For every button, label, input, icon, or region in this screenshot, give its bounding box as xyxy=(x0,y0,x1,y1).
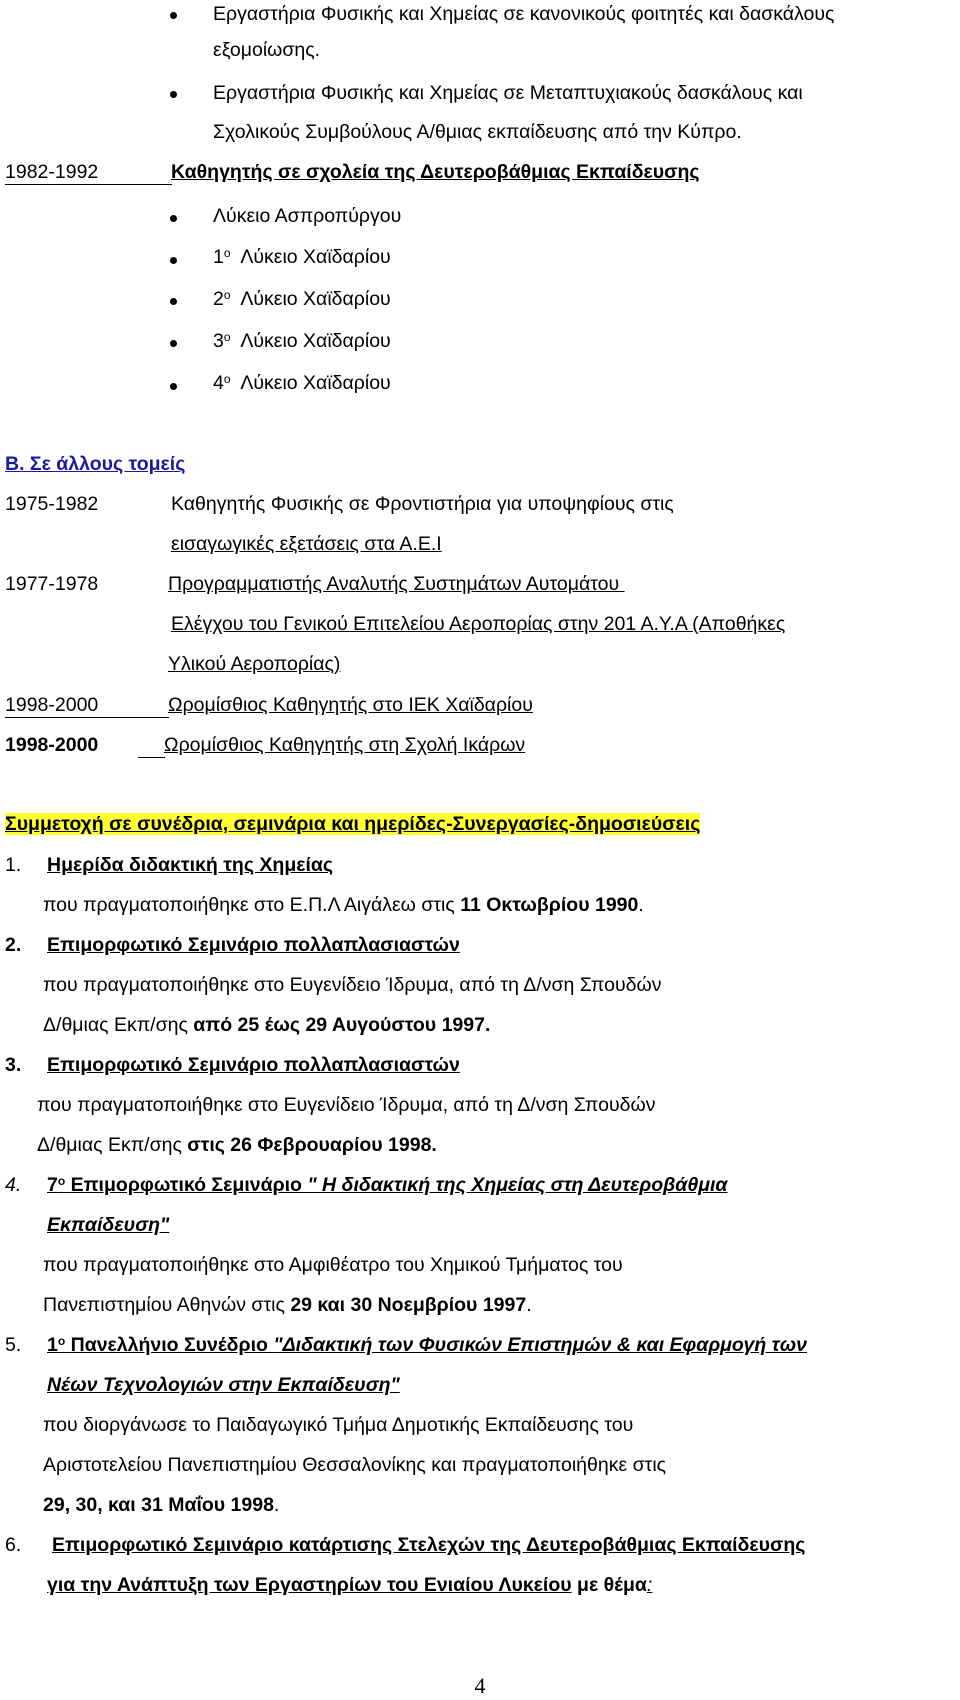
lab-item-1-line-2: εξομοίωσης. xyxy=(213,39,321,61)
secondary-years: 1982-1992 xyxy=(5,161,99,183)
conf-4-title: $7^o$ Επιμορφωτικό Σεμινάριο " Η διδακτική της Χημείας στη Δευτεροβάθμια xyxy=(47,1174,728,1196)
conf-5-line-3: 29, 30, και 31 Μαΐου 1998. xyxy=(43,1494,280,1516)
entry-1-line-1: Καθηγητής Φυσικής σε Φροντιστήρια για υποψηφίους στις xyxy=(171,493,674,515)
school-3: $2^o$ Λύκειο Χαϊδαρίου xyxy=(213,288,391,310)
conf-6-title-cont: για την Ανάπτυξη των Εργαστηρίων του Ενιαίου Λυκείου με θέμα: xyxy=(47,1574,653,1596)
conf-5-number: 5. xyxy=(5,1334,22,1356)
section-b-heading: Β. Σε άλλους τομείς xyxy=(5,453,186,475)
entry-3-years: 1998-2000 xyxy=(5,694,99,716)
secondary-title: Καθηγητής σε σχολεία της Δευτεροβάθμιας Εκπαίδευσης xyxy=(171,161,700,183)
school-5: $4^o$ Λύκειο Χαϊδαρίου xyxy=(213,372,391,394)
page-number: 4 xyxy=(474,1673,486,1698)
entry-2-line-1: Προγραμματιστής Αναλυτής Συστημάτων Αυτομάτου xyxy=(168,573,620,595)
entry-2-line-2: Ελέγχου του Γενικού Επιτελείου Αεροπορίας στην 201 Α.Υ.Α (Αποθήκες xyxy=(171,613,786,635)
conf-3-line-2: Δ/θμιας Εκπ/σης στις 26 Φεβρουαρίου 1998. xyxy=(37,1134,437,1156)
entry-4-underline xyxy=(138,757,165,758)
conf-1-title: Ημερίδα διδακτική της Χημείας xyxy=(47,854,334,876)
conf-1-number: 1. xyxy=(5,854,22,876)
school-1: Λύκειο Ασπροπύργου xyxy=(213,205,402,227)
conf-4-title-cont: Εκπαίδευση" xyxy=(47,1214,170,1236)
entry-4-years: 1998-2000 xyxy=(5,734,99,756)
conf-4-line-1: που πραγματοποιήθηκε στο Αμφιθέατρο του Χημικού Τμήματος του xyxy=(43,1254,623,1276)
lab-item-2-line-1: Εργαστήρια Φυσικής και Χημείας σε Μεταπτυχιακούς δασκάλους και xyxy=(213,82,803,104)
entry-3-line-1: Ωρομίσθιος Καθηγητής στο ΙΕΚ Χαϊδαρίου xyxy=(168,694,533,716)
bullet-icon xyxy=(170,91,177,98)
school-4: $3^o$ Λύκειο Χαϊδαρίου xyxy=(213,330,391,352)
conf-5-title-cont: Νέων Τεχνολογιών στην Εκπαίδευση" xyxy=(47,1374,400,1396)
entry-3-underline xyxy=(5,717,169,718)
conf-4-line-2: Πανεπιστημίου Αθηνών στις 29 και 30 Νοεμβρίου 1997. xyxy=(43,1294,532,1316)
conf-6-title: Επιμορφωτικό Σεμινάριο κατάρτισης Στελεχών της Δευτεροβάθμιας Εκπαίδευσης xyxy=(52,1534,806,1556)
conf-2-number: 2. xyxy=(5,934,22,956)
conferences-heading: Συμμετοχή σε συνέδρια, σεμινάρια και ημερίδες-Συνεργασίες-δημοσιεύσεις xyxy=(5,813,701,835)
conf-2-line-1: που πραγματοποιήθηκε στο Ευγενίδειο Ίδρυμα, από τη Δ/νση Σπουδών xyxy=(43,974,662,996)
conf-3-line-1: που πραγματοποιήθηκε στο Ευγενίδειο Ίδρυμα, από τη Δ/νση Σπουδών xyxy=(37,1094,656,1116)
bullet-icon xyxy=(170,340,177,347)
entry-1-line-2: εισαγωγικές εξετάσεις στα Α.Ε.Ι xyxy=(171,533,442,555)
conf-2-title: Επιμορφωτικό Σεμινάριο πολλαπλασιαστών xyxy=(47,934,460,956)
conf-6-number: 6. xyxy=(5,1534,22,1556)
bullet-icon xyxy=(170,12,177,19)
bullet-icon xyxy=(170,257,177,264)
entry-2-line-3: Υλικού Αεροπορίας) xyxy=(168,653,341,675)
entry-2-years: 1977-1978 xyxy=(5,573,99,595)
school-2: $1^o$ Λύκειο Χαϊδαρίου xyxy=(213,246,391,268)
bullet-icon xyxy=(170,215,177,222)
lab-item-2-line-2: Σχολικούς Συμβούλους Α/θμιας εκπαίδευσης από την Κύπρο. xyxy=(213,121,742,143)
conf-4-number: 4. xyxy=(5,1174,22,1196)
conf-5-title: $1^o$ Πανελλήνιο Συνέδριο "Διδακτική των Φυσικών Επιστημών & και Εφαρμογή των xyxy=(47,1334,808,1356)
conf-2-line-2: Δ/θμιας Εκπ/σης από 25 έως 29 Αυγούστου 1997. xyxy=(43,1014,491,1036)
conf-1-line-1: που πραγματοποιήθηκε στο Ε.Π.Λ Αιγάλεω στις 11 Οκτωβρίου 1990. xyxy=(43,894,644,916)
conf-5-line-1: που διοργάνωσε το Παιδαγωγικό Τμήμα Δημοτικής Εκπαίδευσης του xyxy=(43,1414,634,1436)
entry-4-line-1: Ωρομίσθιος Καθηγητής στη Σχολή Ικάρων xyxy=(164,734,526,756)
lab-item-1-line-1: Εργαστήρια Φυσικής και Χημείας σε κανονικούς φοιτητές και δασκάλους xyxy=(213,3,835,25)
conf-5-line-2: Αριστοτελείου Πανεπιστημίου Θεσσαλονίκης και πραγματοποιήθηκε στις xyxy=(43,1454,667,1476)
bullet-icon xyxy=(170,383,177,390)
secondary-years-underline xyxy=(5,184,172,185)
bullet-icon xyxy=(170,298,177,305)
conf-3-number: 3. xyxy=(5,1054,22,1076)
entry-1-years: 1975-1982 xyxy=(5,493,99,515)
conf-3-title: Επιμορφωτικό Σεμινάριο πολλαπλασιαστών xyxy=(47,1054,460,1076)
